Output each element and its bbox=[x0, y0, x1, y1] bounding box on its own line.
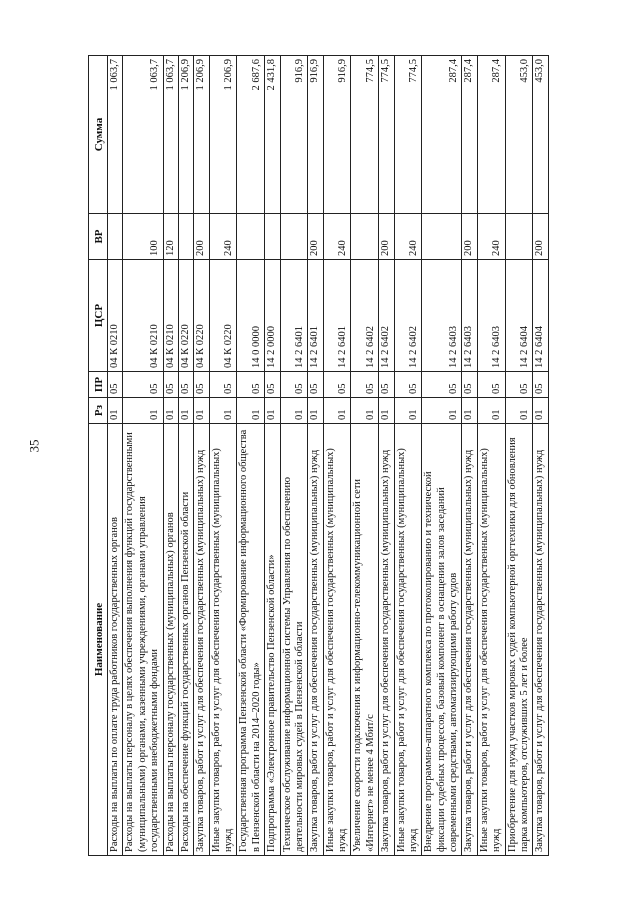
cell-csr: 14 0 0000 bbox=[237, 260, 265, 372]
cell-sum: 774,5 bbox=[379, 56, 394, 214]
cell-sum: 287,4 bbox=[422, 56, 462, 214]
cell-vr bbox=[351, 214, 379, 260]
cell-csr: 04 К 0210 bbox=[163, 260, 178, 372]
cell-sum: 287,4 bbox=[477, 56, 505, 214]
cell-rz: 01 bbox=[194, 398, 209, 424]
cell-name: Увеличение скорости подключения к информационно-телекоммуникационной сети «Интернет» не менее 4 Мбит/с bbox=[351, 424, 379, 856]
cell-vr: 100 bbox=[123, 214, 163, 260]
cell-pr: 05 bbox=[163, 372, 178, 398]
cell-name: Закупка товаров, работ и услуг для обеспечения государственных (муниципальных) нужд bbox=[194, 424, 209, 856]
cell-sum: 916,9 bbox=[280, 56, 308, 214]
cell-pr: 05 bbox=[308, 372, 323, 398]
cell-pr: 05 bbox=[280, 372, 308, 398]
cell-rz: 01 bbox=[280, 398, 308, 424]
table-row bbox=[308, 56, 323, 856]
table-row bbox=[533, 56, 548, 856]
cell-csr: 14 2 6401 bbox=[280, 260, 308, 372]
cell-pr: 05 bbox=[379, 372, 394, 398]
cell-rz: 01 bbox=[237, 398, 265, 424]
header-csr: ЦСР bbox=[89, 260, 108, 372]
cell-csr: 14 2 6401 bbox=[323, 260, 351, 372]
cell-name: Техническое обслуживание информационной системы Управления по обеспечению деятельности мировых судей в Пензенской области bbox=[280, 424, 308, 856]
cell-csr: 14 2 6402 bbox=[379, 260, 394, 372]
cell-name: Подпрограмма «Электронное правительство Пензенской области» bbox=[265, 424, 280, 856]
cell-name: Закупка товаров, работ и услуг для обеспечения государственных (муниципальных) нужд bbox=[308, 424, 323, 856]
cell-vr bbox=[237, 214, 265, 260]
rotated-page bbox=[88, 56, 558, 856]
cell-rz: 01 bbox=[351, 398, 379, 424]
cell-sum: 1 206,9 bbox=[194, 56, 209, 214]
cell-sum: 1 063,7 bbox=[163, 56, 178, 214]
cell-rz: 01 bbox=[379, 398, 394, 424]
cell-vr bbox=[280, 214, 308, 260]
cell-name: Расходы на выплаты персоналу государственных (муниципальных) органов bbox=[163, 424, 178, 856]
cell-csr: 14 2 0000 bbox=[265, 260, 280, 372]
cell-rz: 01 bbox=[533, 398, 548, 424]
cell-name: Расходы на обеспечение функций государственных органов Пензенской области bbox=[178, 424, 193, 856]
cell-csr: 14 2 6402 bbox=[394, 260, 422, 372]
cell-name: Иные закупки товаров, работ и услуг для обеспечения государственных (муниципальных) нужд bbox=[477, 424, 505, 856]
table-row bbox=[505, 56, 533, 856]
table-row bbox=[108, 56, 123, 856]
budget-table bbox=[88, 55, 549, 856]
table-row bbox=[280, 56, 308, 856]
header-rz: Рз bbox=[89, 398, 108, 424]
cell-rz: 01 bbox=[265, 398, 280, 424]
cell-vr bbox=[422, 214, 462, 260]
cell-vr bbox=[265, 214, 280, 260]
cell-csr: 04 К 0210 bbox=[108, 260, 123, 372]
table-row bbox=[178, 56, 193, 856]
cell-name: Внедрение программно-аппаратного комплекса по протоколированию и технической фиксации судебных процессов, базовый компонент в оснащении залов заседаний современными средствами, автоматизирующими работу судов bbox=[422, 424, 462, 856]
cell-csr: 04 К 0210 bbox=[123, 260, 163, 372]
table-row bbox=[163, 56, 178, 856]
cell-pr: 05 bbox=[394, 372, 422, 398]
cell-pr: 05 bbox=[209, 372, 237, 398]
table-row bbox=[379, 56, 394, 856]
cell-vr: 240 bbox=[209, 214, 237, 260]
cell-pr: 05 bbox=[265, 372, 280, 398]
table-row bbox=[237, 56, 265, 856]
cell-name: Приобретение для нужд участков мировых судей компьютерной оргтехники для обновления парка компьютеров, отслуживших 5 лет и более bbox=[505, 424, 533, 856]
cell-vr: 120 bbox=[163, 214, 178, 260]
cell-rz: 01 bbox=[308, 398, 323, 424]
cell-sum: 1 063,7 bbox=[108, 56, 123, 214]
header-sum: Сумма bbox=[89, 56, 108, 214]
table-row bbox=[123, 56, 163, 856]
cell-csr: 14 2 6401 bbox=[308, 260, 323, 372]
cell-rz: 01 bbox=[477, 398, 505, 424]
cell-pr: 05 bbox=[323, 372, 351, 398]
cell-pr: 05 bbox=[123, 372, 163, 398]
cell-csr: 04 К 0220 bbox=[209, 260, 237, 372]
cell-sum: 453,0 bbox=[505, 56, 533, 214]
cell-vr bbox=[505, 214, 533, 260]
table-row bbox=[462, 56, 477, 856]
cell-pr: 05 bbox=[462, 372, 477, 398]
cell-vr: 200 bbox=[308, 214, 323, 260]
cell-name: Закупка товаров, работ и услуг для обеспечения государственных (муниципальных) нужд bbox=[462, 424, 477, 856]
cell-csr: 14 2 6403 bbox=[462, 260, 477, 372]
cell-vr: 200 bbox=[533, 214, 548, 260]
cell-sum: 774,5 bbox=[351, 56, 379, 214]
header-pr: ПР bbox=[89, 372, 108, 398]
cell-rz: 01 bbox=[462, 398, 477, 424]
header-name: Наименование bbox=[89, 424, 108, 856]
cell-vr: 200 bbox=[379, 214, 394, 260]
cell-sum: 774,5 bbox=[394, 56, 422, 214]
cell-pr: 05 bbox=[477, 372, 505, 398]
table-row bbox=[422, 56, 462, 856]
cell-name: Государственная программа Пензенской области «Формирование информационного общества в Пензенской области на 2014–2020 годы» bbox=[237, 424, 265, 856]
cell-sum: 1 063,7 bbox=[123, 56, 163, 214]
table-row bbox=[394, 56, 422, 856]
cell-rz: 01 bbox=[178, 398, 193, 424]
table-row bbox=[323, 56, 351, 856]
cell-pr: 05 bbox=[178, 372, 193, 398]
cell-rz: 01 bbox=[123, 398, 163, 424]
cell-name: Иные закупки товаров, работ и услуг для обеспечения государственных (муниципальных) нужд bbox=[394, 424, 422, 856]
cell-pr: 05 bbox=[533, 372, 548, 398]
cell-pr: 05 bbox=[422, 372, 462, 398]
cell-rz: 01 bbox=[163, 398, 178, 424]
table-row bbox=[265, 56, 280, 856]
cell-csr: 14 2 6403 bbox=[477, 260, 505, 372]
cell-rz: 01 bbox=[209, 398, 237, 424]
table-header-row bbox=[89, 56, 108, 856]
cell-vr: 200 bbox=[462, 214, 477, 260]
table-row bbox=[194, 56, 209, 856]
cell-csr: 14 2 6403 bbox=[422, 260, 462, 372]
table-row bbox=[477, 56, 505, 856]
cell-sum: 453,0 bbox=[533, 56, 548, 214]
cell-pr: 05 bbox=[108, 372, 123, 398]
header-vr: ВР bbox=[89, 214, 108, 260]
cell-sum: 2 431,8 bbox=[265, 56, 280, 214]
cell-name: Закупка товаров, работ и услуг для обеспечения государственных (муниципальных) нужд bbox=[379, 424, 394, 856]
cell-name: Закупка товаров, работ и услуг для обеспечения государственных (муниципальных) нужд bbox=[533, 424, 548, 856]
cell-sum: 916,9 bbox=[308, 56, 323, 214]
cell-name: Иные закупки товаров, работ и услуг для обеспечения государственных (муниципальных) нужд bbox=[323, 424, 351, 856]
cell-sum: 2 687,6 bbox=[237, 56, 265, 214]
cell-rz: 01 bbox=[394, 398, 422, 424]
cell-vr: 200 bbox=[194, 214, 209, 260]
cell-sum: 1 206,9 bbox=[209, 56, 237, 214]
cell-vr: 240 bbox=[477, 214, 505, 260]
cell-pr: 05 bbox=[505, 372, 533, 398]
cell-vr: 240 bbox=[323, 214, 351, 260]
table-row bbox=[209, 56, 237, 856]
page-number: 35 bbox=[26, 439, 42, 453]
cell-csr: 14 2 6404 bbox=[505, 260, 533, 372]
table-body bbox=[108, 56, 549, 856]
cell-name: Иные закупки товаров, работ и услуг для обеспечения государственных (муниципальных) нужд bbox=[209, 424, 237, 856]
table-row bbox=[351, 56, 379, 856]
cell-rz: 01 bbox=[505, 398, 533, 424]
cell-rz: 01 bbox=[422, 398, 462, 424]
cell-sum: 916,9 bbox=[323, 56, 351, 214]
cell-pr: 05 bbox=[237, 372, 265, 398]
cell-name: Расходы на выплаты по оплате труда работников государственных органов bbox=[108, 424, 123, 856]
cell-sum: 1 206,9 bbox=[178, 56, 193, 214]
cell-sum: 287,4 bbox=[462, 56, 477, 214]
cell-csr: 04 К 0220 bbox=[194, 260, 209, 372]
cell-rz: 01 bbox=[323, 398, 351, 424]
cell-vr bbox=[108, 214, 123, 260]
cell-csr: 14 2 6402 bbox=[351, 260, 379, 372]
cell-csr: 04 К 0220 bbox=[178, 260, 193, 372]
cell-csr: 14 2 6404 bbox=[533, 260, 548, 372]
cell-pr: 05 bbox=[194, 372, 209, 398]
cell-rz: 01 bbox=[108, 398, 123, 424]
cell-vr: 240 bbox=[394, 214, 422, 260]
cell-pr: 05 bbox=[351, 372, 379, 398]
cell-name: Расходы на выплаты персоналу в целях обеспечения выполнения функций государственными (муниципальными) органами, казенными учреждениями, органами управления государственными внебюджетными фондами bbox=[123, 424, 163, 856]
cell-vr bbox=[178, 214, 193, 260]
